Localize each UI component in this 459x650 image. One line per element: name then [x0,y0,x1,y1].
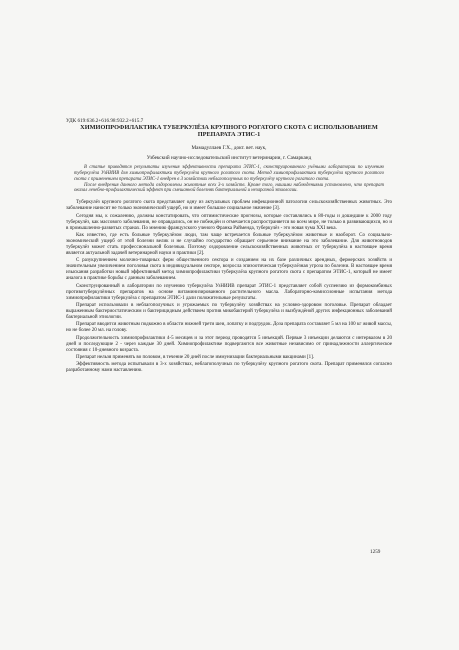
body-paragraph: С разукрупнением молочно-товарных ферм общественного сектора и созданием на их базе различных арендных, фермерских хозяйств и значительным увеличением поголовья скота в индивидуальном секторе, возросла эпизоотическая туберкулёзная угроза по болезни. В настоящее время изыскания разработки новый эффективный метод химиопрофилактики туберкулёза крупного рогатого скота с препаратом ЭТИС-1, который не имеет аналога в практике борьбы с данным заболеванием. [66,258,392,282]
body-paragraph: Туберкулёз крупного рогатого скота представляет одну из актуальных проблем инфекционной патологии сельскохозяйственных животных. Это заболевание наносит не только экономический ущерб, но и имеет большое социальное значение [3]. [66,200,392,212]
article-abstract [66,165,392,195]
article-title: ХИМИОПРОФИЛАКТИКА ТУБЕРКУЛЁЗА КРУПНОГО РОГАТОГО СКОТА С ИСПОЛЬЗОВАНИЕМ ПРЕПАРАТА ЭТИС-1 [80,124,378,139]
article-content [66,118,392,375]
body-paragraph: Сконструированный в лаборатории по изучению туберкулёза УзНИИВ препарат ЭТИС-1 представляет собой суспензию из формокомбиных противотуберкулёзных препаратов на основе витаминизированного растительного масла. Лабораторно-комиссионные испытания метода химиопрофилактики туберкулёза с препаратом ЭТИС-1 дали положительные результаты. [66,283,392,301]
body-paragraph: Препарат вводится животным подкожно в области нижней трети шеи, лопатку и подгрудок. Доза препарата составляет 5 мл на 100 кг живой массы, но не более 20 мл. на голову. [66,322,392,334]
abstract-paragraph: После внедрения данного метода оздоровлены животные всех 3-х хозяйств. Кроме того, нашими наблюдениями установлено, что препарат оказал лечебно-профилактический эффект при смешанной болезнях бактериальной и незаразной этиологии. [74,182,384,194]
body-paragraph: Сегодня мы, к сожалению, должны констатировать, что оптимистические прогнозы, которые составлялись в 80-годы и дошедшие к 2000 году туберкулёз, как массового заболевания, не оправдались, он не побеждён и отмечается распространяется во всем мире, не только в развивающихся, но и в промышленно-развитых странах. По мнению французского ученого Франка Райменда, туберкулёз - это новая чума XXI века. [66,213,392,231]
article-affiliation: Узбекский научно-исследовательский институт ветеринарии, г. Самарканд [146,154,312,161]
body-paragraph: Как известно, где есть больные туберкулёзом люди, там чаще встречается больные туберкулёзом животные и наоборот. Со социально-экономический ущерб от этой болезни велик и не случайно государство обращает серьезное внимание на это заболевание. Для животноводов туберкулёз может стать профессиональной болезнью. Поэтому оздоровление сельскохозяйственных животных от туберкулёза в настоящее время является актуальной задачей ветеринарной науки и практики [2]. [66,232,392,257]
body-paragraph: Эффективность метода испытывали в 3-х хозяйствах, неблагополучных по туберкулёзу крупного рогатого скота. Препарат применялся согласно разработанному нами наставлению. [66,362,392,374]
body-paragraph: Препарат нельзя применять во половом, в течение 20 дней после иммунизации бактериальными вакцинами [1]. [76,354,315,360]
page-number: 1259 [370,549,381,555]
body-paragraph: Препарат использовали в неблагополучных и угрожаемых по туберкулёзу хозяйствах на условно-здоровом поголовье. Препарат обладает выраженным бактериостатическим и бактерицидным действием против микобактерий туберкулёза и вызбуждёной других инфекционных заболеваний бактериальной этиологии. [66,303,392,321]
body-paragraph: Продолжительность химиопрофилактики 4-5 месяцев и за этот период проводятся 5 инъекций. Первые 3 инъекции делаются с интервалом в 20 дней и последующие 2 - через каждые 30 дней. Химиопрофилактике подвергаются все животные независимо от принадлежности аллергическое состояния с 10-дневного возраста. [66,335,392,353]
article-authors: Мамадуллаев Г.Х., докт. вет. наук, [191,144,267,151]
udk-code: УДК 619:636.2+616.98:932.2+615.7 [66,118,144,124]
article-body [66,200,392,374]
abstract-paragraph: В статье приводятся результаты изучения эффективности препарата ЭТИС-1, сконструированного учёными лаборатории по изучению туберкулёза УзНИИВ для химиопрофилактики туберкулёза крупного рогатого скота. Метод химиопрофилактики туберкулёза крупного рогатого скота с применением препарата ЭТИС-1 внедрен в 3 хозяйствах неблагополучных по туберкулёзу крупного рогатого скота. [74,164,384,182]
